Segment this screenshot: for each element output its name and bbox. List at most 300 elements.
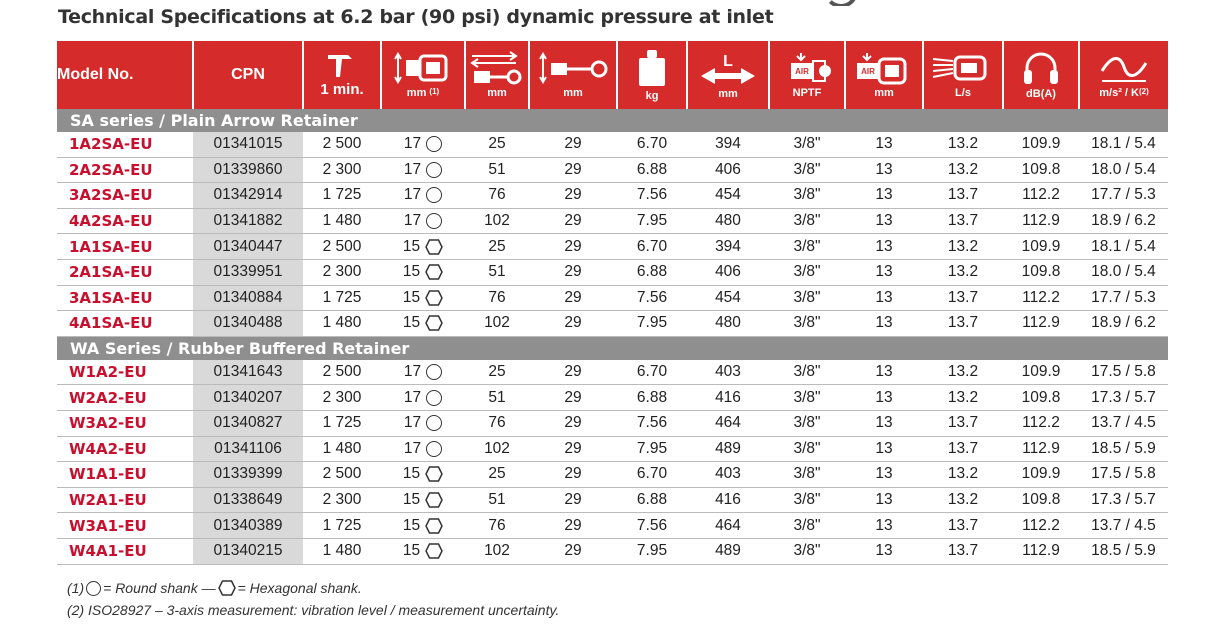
weight-cell: 7.56 <box>617 183 687 209</box>
hose-cell: 13 <box>845 360 923 385</box>
section-title: SA series / Plain Arrow Retainer <box>57 109 1168 132</box>
sound-cell: 112.9 <box>1003 538 1079 564</box>
stroke-cell: 76 <box>465 183 529 209</box>
header-vibration <box>1079 41 1168 109</box>
hose-cell: 13 <box>845 208 923 234</box>
vibration-cell: 17.5 / 5.8 <box>1079 462 1168 488</box>
shank-value: 15 <box>402 314 421 332</box>
weight-cell: 6.88 <box>617 385 687 411</box>
cpn-cell: 01338649 <box>193 487 303 513</box>
model-cell: W4A1-EU <box>57 538 193 564</box>
inlet-cell: 3/8" <box>769 132 845 157</box>
dist-cell: 29 <box>529 462 617 488</box>
shank-value: 17 <box>403 135 422 153</box>
footnote-2: (2) ISO28927 – 3-axis measurement: vibration level / measurement uncertainty. <box>67 602 560 618</box>
length-cell: 489 <box>687 436 769 462</box>
dist-cell: 29 <box>529 538 617 564</box>
dist-cell: 29 <box>529 183 617 209</box>
air-consumption-cell: 13.2 <box>923 259 1003 285</box>
shank-value: 15 <box>402 465 421 483</box>
round-shank-icon <box>426 213 442 229</box>
table-row <box>57 208 1168 234</box>
dist-unit: mm <box>563 87 583 99</box>
air-consumption-cell: 13.2 <box>923 462 1003 488</box>
inlet-cell: 3/8" <box>769 259 845 285</box>
length-cell: 403 <box>687 462 769 488</box>
dist-cell: 29 <box>529 234 617 260</box>
length-cell: 480 <box>687 208 769 234</box>
air-inlet-icon <box>779 51 835 85</box>
bpm-cell: 1 725 <box>303 183 381 209</box>
dist-cell: 29 <box>529 208 617 234</box>
shank-icon <box>392 51 454 85</box>
vibration-cell: 18.1 / 5.4 <box>1079 234 1168 260</box>
hose-icon <box>853 51 915 85</box>
dist-cell: 29 <box>529 385 617 411</box>
cpn-cell: 01340207 <box>193 385 303 411</box>
shank-cell <box>381 208 465 234</box>
shank-value: 17 <box>403 439 422 457</box>
weight-cell: 6.70 <box>617 234 687 260</box>
page-title: Technical Specifications at 6.2 bar (90 psi) dynamic pressure at inlet <box>58 6 774 28</box>
decorative-arc <box>822 0 856 6</box>
model-cell: 3A1SA-EU <box>57 285 193 311</box>
vibration-unit: m/s² / K <box>1099 87 1139 99</box>
bpm-cell: 2 300 <box>303 259 381 285</box>
impact-label: 1 min. <box>320 81 364 98</box>
shank-cell <box>381 311 465 337</box>
sound-cell: 109.9 <box>1003 462 1079 488</box>
sound-cell: 112.2 <box>1003 513 1079 539</box>
stroke-cell: 102 <box>465 208 529 234</box>
hex-shank-icon <box>218 580 236 596</box>
air-consumption-cell: 13.7 <box>923 436 1003 462</box>
shank-cell <box>381 436 465 462</box>
model-cell: 1A2SA-EU <box>57 132 193 157</box>
inlet-cell: 3/8" <box>769 157 845 183</box>
air-consumption-cell: 13.7 <box>923 410 1003 436</box>
stroke-cell: 51 <box>465 157 529 183</box>
shank-note: (1) <box>429 87 440 96</box>
svg-text:L: L <box>723 53 733 70</box>
hose-cell: 13 <box>845 410 923 436</box>
header-sound <box>1003 41 1079 109</box>
sound-cell: 109.9 <box>1003 132 1079 157</box>
bpm-cell: 2 300 <box>303 385 381 411</box>
table-row <box>57 385 1168 411</box>
cpn-cell: 01340884 <box>193 285 303 311</box>
dist-cell: 29 <box>529 311 617 337</box>
inlet-cell: 3/8" <box>769 436 845 462</box>
section-title: WA Series / Rubber Buffered Retainer <box>57 336 1168 360</box>
hose-cell: 13 <box>845 132 923 157</box>
footnote-1-prefix: (1) <box>67 580 85 596</box>
sound-cell: 109.8 <box>1003 385 1079 411</box>
header-dist <box>529 41 617 109</box>
dist-cell: 29 <box>529 410 617 436</box>
model-cell: 4A1SA-EU <box>57 311 193 337</box>
shank-cell <box>381 157 465 183</box>
vibration-cell: 17.3 / 5.7 <box>1079 487 1168 513</box>
hose-unit: mm <box>874 87 894 99</box>
length-cell: 394 <box>687 234 769 260</box>
vibration-cell: 17.5 / 5.8 <box>1079 360 1168 385</box>
hex-shank-icon <box>425 518 443 534</box>
hex-shank-icon <box>425 492 443 508</box>
weight-cell: 7.56 <box>617 285 687 311</box>
shank-cell <box>381 183 465 209</box>
shank-cell <box>381 462 465 488</box>
shank-value: 15 <box>402 516 421 534</box>
dist-cell: 29 <box>529 285 617 311</box>
length-cell: 406 <box>687 157 769 183</box>
inlet-cell: 3/8" <box>769 462 845 488</box>
vibration-cell: 18.1 / 5.4 <box>1079 132 1168 157</box>
model-cell: W1A1-EU <box>57 462 193 488</box>
length-cell: 454 <box>687 183 769 209</box>
hex-shank-icon <box>425 315 443 331</box>
dist-cell: 29 <box>529 259 617 285</box>
length-cell: 454 <box>687 285 769 311</box>
bpm-cell: 2 300 <box>303 487 381 513</box>
cpn-cell: 01341106 <box>193 436 303 462</box>
weight-cell: 7.56 <box>617 513 687 539</box>
shank-value: 17 <box>403 186 422 204</box>
cpn-cell: 01340389 <box>193 513 303 539</box>
footnote-1 <box>67 577 559 599</box>
table-row <box>57 462 1168 488</box>
air-consumption-cell: 13.7 <box>923 285 1003 311</box>
stroke-cell: 25 <box>465 462 529 488</box>
air-consumption-cell: 13.7 <box>923 513 1003 539</box>
length-cell: 416 <box>687 487 769 513</box>
air-consumption-cell: 13.2 <box>923 157 1003 183</box>
vibration-icon <box>1098 51 1150 85</box>
stroke-cell: 76 <box>465 410 529 436</box>
shank-value: 15 <box>402 288 421 306</box>
vibration-cell: 13.7 / 4.5 <box>1079 410 1168 436</box>
model-cell: W2A1-EU <box>57 487 193 513</box>
hex-shank-icon <box>425 264 443 280</box>
sound-cell: 109.9 <box>1003 234 1079 260</box>
dist-cell: 29 <box>529 436 617 462</box>
air-consumption-cell: 13.2 <box>923 487 1003 513</box>
sound-cell: 109.8 <box>1003 157 1079 183</box>
cpn-cell: 01340215 <box>193 538 303 564</box>
cpn-cell: 01341882 <box>193 208 303 234</box>
vibration-cell: 18.0 / 5.4 <box>1079 157 1168 183</box>
hose-cell: 13 <box>845 462 923 488</box>
weight-cell: 6.70 <box>617 360 687 385</box>
dist-cell: 29 <box>529 513 617 539</box>
shank-cell <box>381 285 465 311</box>
vibration-cell: 18.9 / 6.2 <box>1079 311 1168 337</box>
model-cell: W2A2-EU <box>57 385 193 411</box>
header-hose <box>845 41 923 109</box>
header-air-inlet <box>769 41 845 109</box>
inlet-cell: 3/8" <box>769 487 845 513</box>
hose-cell: 13 <box>845 487 923 513</box>
footnote-1-hex: = Hexagonal shank. <box>237 580 362 596</box>
weight-cell: 6.70 <box>617 462 687 488</box>
stroke-cell: 76 <box>465 513 529 539</box>
inlet-cell: 3/8" <box>769 234 845 260</box>
air-consumption-cell: 13.7 <box>923 311 1003 337</box>
model-cell: 3A2SA-EU <box>57 183 193 209</box>
stroke-cell: 76 <box>465 285 529 311</box>
air-inlet-unit: NPTF <box>792 87 822 99</box>
model-cell: W4A2-EU <box>57 436 193 462</box>
bpm-cell: 2 500 <box>303 132 381 157</box>
shank-cell <box>381 360 465 385</box>
header-row <box>57 41 1168 109</box>
air-consumption-unit: L/s <box>955 87 971 99</box>
shank-value: 17 <box>403 160 422 178</box>
shank-value: 15 <box>402 542 421 560</box>
section-header <box>57 109 1168 132</box>
shank-cell <box>381 259 465 285</box>
header-length <box>687 41 769 109</box>
weight-icon <box>635 48 669 88</box>
air-consumption-cell: 13.2 <box>923 360 1003 385</box>
header-weight <box>617 41 687 109</box>
bpm-cell: 1 725 <box>303 285 381 311</box>
weight-cell: 7.95 <box>617 538 687 564</box>
bpm-cell: 2 500 <box>303 462 381 488</box>
bpm-cell: 1 480 <box>303 311 381 337</box>
header-shank <box>381 41 465 109</box>
section-header <box>57 336 1168 360</box>
table-row <box>57 410 1168 436</box>
inlet-cell: 3/8" <box>769 183 845 209</box>
table-row <box>57 311 1168 337</box>
length-cell: 489 <box>687 538 769 564</box>
cpn-cell: 01339860 <box>193 157 303 183</box>
stroke-unit: mm <box>487 87 507 99</box>
shank-cell <box>381 385 465 411</box>
length-cell: 416 <box>687 385 769 411</box>
shank-cell <box>381 410 465 436</box>
shank-value: 17 <box>403 414 422 432</box>
vibration-cell: 18.0 / 5.4 <box>1079 259 1168 285</box>
bpm-cell: 1 480 <box>303 538 381 564</box>
inlet-cell: 3/8" <box>769 513 845 539</box>
hex-shank-icon <box>425 543 443 559</box>
round-shank-icon <box>426 364 442 380</box>
hex-shank-icon <box>425 290 443 306</box>
stroke-icon <box>468 51 526 85</box>
inlet-cell: 3/8" <box>769 385 845 411</box>
vibration-cell: 18.9 / 6.2 <box>1079 208 1168 234</box>
shank-value: 15 <box>402 491 421 509</box>
air-consumption-cell: 13.2 <box>923 132 1003 157</box>
hose-cell: 13 <box>845 183 923 209</box>
weight-cell: 6.88 <box>617 259 687 285</box>
hose-cell: 13 <box>845 311 923 337</box>
stroke-cell: 25 <box>465 132 529 157</box>
length-cell: 464 <box>687 513 769 539</box>
header-stroke <box>465 41 529 109</box>
round-shank-icon <box>86 581 101 596</box>
footnotes <box>67 577 559 621</box>
sound-cell: 112.2 <box>1003 285 1079 311</box>
hose-cell: 13 <box>845 513 923 539</box>
model-cell: W1A2-EU <box>57 360 193 385</box>
stroke-cell: 102 <box>465 436 529 462</box>
inlet-cell: 3/8" <box>769 538 845 564</box>
vibration-cell: 18.5 / 5.9 <box>1079 436 1168 462</box>
hose-cell: 13 <box>845 234 923 260</box>
round-shank-icon <box>426 441 442 457</box>
inlet-cell: 3/8" <box>769 360 845 385</box>
shank-value: 17 <box>403 212 422 230</box>
svg-text:AIR: AIR <box>861 67 875 76</box>
cpn-cell: 01342914 <box>193 183 303 209</box>
shank-cell <box>381 538 465 564</box>
weight-cell: 7.56 <box>617 410 687 436</box>
header-air-consumption <box>923 41 1003 109</box>
model-cell: 2A2SA-EU <box>57 157 193 183</box>
length-cell: 403 <box>687 360 769 385</box>
spec-table <box>57 41 1168 565</box>
svg-text:AIR: AIR <box>795 67 809 76</box>
spec-table-body <box>57 109 1168 564</box>
stroke-cell: 25 <box>465 360 529 385</box>
hose-cell: 13 <box>845 538 923 564</box>
bpm-cell: 1 725 <box>303 410 381 436</box>
air-consumption-cell: 13.2 <box>923 234 1003 260</box>
bpm-cell: 2 500 <box>303 360 381 385</box>
cpn-cell: 01340447 <box>193 234 303 260</box>
length-unit: mm <box>718 88 738 100</box>
vibration-cell: 18.5 / 5.9 <box>1079 538 1168 564</box>
cpn-cell: 01341643 <box>193 360 303 385</box>
weight-cell: 6.70 <box>617 132 687 157</box>
sound-cell: 112.2 <box>1003 183 1079 209</box>
sound-cell: 109.8 <box>1003 259 1079 285</box>
sound-cell: 109.8 <box>1003 487 1079 513</box>
model-cell: W3A1-EU <box>57 513 193 539</box>
weight-cell: 7.95 <box>617 311 687 337</box>
stroke-cell: 51 <box>465 487 529 513</box>
stroke-cell: 25 <box>465 234 529 260</box>
length-cell: 406 <box>687 259 769 285</box>
round-shank-icon <box>426 390 442 406</box>
cpn-cell: 01340488 <box>193 311 303 337</box>
table-row <box>57 513 1168 539</box>
inlet-cell: 3/8" <box>769 410 845 436</box>
length-icon <box>697 50 759 86</box>
stroke-cell: 51 <box>465 259 529 285</box>
dist-cell: 29 <box>529 132 617 157</box>
hose-cell: 13 <box>845 285 923 311</box>
header-cpn: CPN <box>193 41 303 109</box>
shank-cell <box>381 487 465 513</box>
weight-unit: kg <box>645 90 659 102</box>
shank-value: 17 <box>403 363 422 381</box>
bpm-cell: 2 500 <box>303 234 381 260</box>
air-consumption-cell: 13.7 <box>923 183 1003 209</box>
hose-cell: 13 <box>845 385 923 411</box>
vibration-cell: 17.7 / 5.3 <box>1079 183 1168 209</box>
dist-cell: 29 <box>529 487 617 513</box>
sound-cell: 112.2 <box>1003 410 1079 436</box>
piston-icon <box>535 51 611 85</box>
sound-cell: 109.9 <box>1003 360 1079 385</box>
air-consumption-cell: 13.7 <box>923 538 1003 564</box>
round-shank-icon <box>426 136 442 152</box>
table-row <box>57 157 1168 183</box>
shank-value: 17 <box>403 388 422 406</box>
cpn-cell: 01339399 <box>193 462 303 488</box>
inlet-cell: 3/8" <box>769 311 845 337</box>
headphones-icon <box>1021 50 1061 86</box>
model-cell: W3A2-EU <box>57 410 193 436</box>
dist-cell: 29 <box>529 360 617 385</box>
table-row <box>57 183 1168 209</box>
sound-cell: 112.9 <box>1003 208 1079 234</box>
air-consumption-cell: 13.2 <box>923 385 1003 411</box>
bpm-cell: 1 480 <box>303 208 381 234</box>
header-impact <box>303 41 381 109</box>
sound-unit: dB(A) <box>1026 88 1056 100</box>
round-shank-icon <box>426 162 442 178</box>
stroke-cell: 51 <box>465 385 529 411</box>
weight-cell: 6.88 <box>617 487 687 513</box>
table-row <box>57 360 1168 385</box>
dist-cell: 29 <box>529 157 617 183</box>
cpn-cell: 01339951 <box>193 259 303 285</box>
impact-hammer-icon <box>322 51 362 81</box>
sound-cell: 112.9 <box>1003 311 1079 337</box>
air-consumption-cell: 13.7 <box>923 208 1003 234</box>
model-cell: 2A1SA-EU <box>57 259 193 285</box>
table-row <box>57 487 1168 513</box>
bpm-cell: 1 480 <box>303 436 381 462</box>
table-row <box>57 234 1168 260</box>
table-row <box>57 436 1168 462</box>
stroke-cell: 102 <box>465 311 529 337</box>
length-cell: 480 <box>687 311 769 337</box>
air-flow-icon <box>931 51 995 85</box>
table-row <box>57 132 1168 157</box>
vibration-cell: 17.3 / 5.7 <box>1079 385 1168 411</box>
inlet-cell: 3/8" <box>769 285 845 311</box>
weight-cell: 7.95 <box>617 208 687 234</box>
round-shank-icon <box>426 415 442 431</box>
shank-cell <box>381 132 465 157</box>
model-cell: 1A1SA-EU <box>57 234 193 260</box>
sound-cell: 112.9 <box>1003 436 1079 462</box>
hose-cell: 13 <box>845 259 923 285</box>
shank-cell <box>381 234 465 260</box>
shank-value: 15 <box>402 237 421 255</box>
length-cell: 394 <box>687 132 769 157</box>
shank-unit: mm <box>406 87 427 99</box>
hose-cell: 13 <box>845 157 923 183</box>
cpn-cell: 01340827 <box>193 410 303 436</box>
bpm-cell: 1 725 <box>303 513 381 539</box>
footnote-1-round: = Round shank — <box>103 580 216 596</box>
table-row <box>57 285 1168 311</box>
table-row <box>57 259 1168 285</box>
hex-shank-icon <box>425 466 443 482</box>
table-row <box>57 538 1168 564</box>
cpn-cell: 01341015 <box>193 132 303 157</box>
length-cell: 464 <box>687 410 769 436</box>
header-model: Model No. <box>57 41 193 109</box>
vibration-cell: 17.7 / 5.3 <box>1079 285 1168 311</box>
